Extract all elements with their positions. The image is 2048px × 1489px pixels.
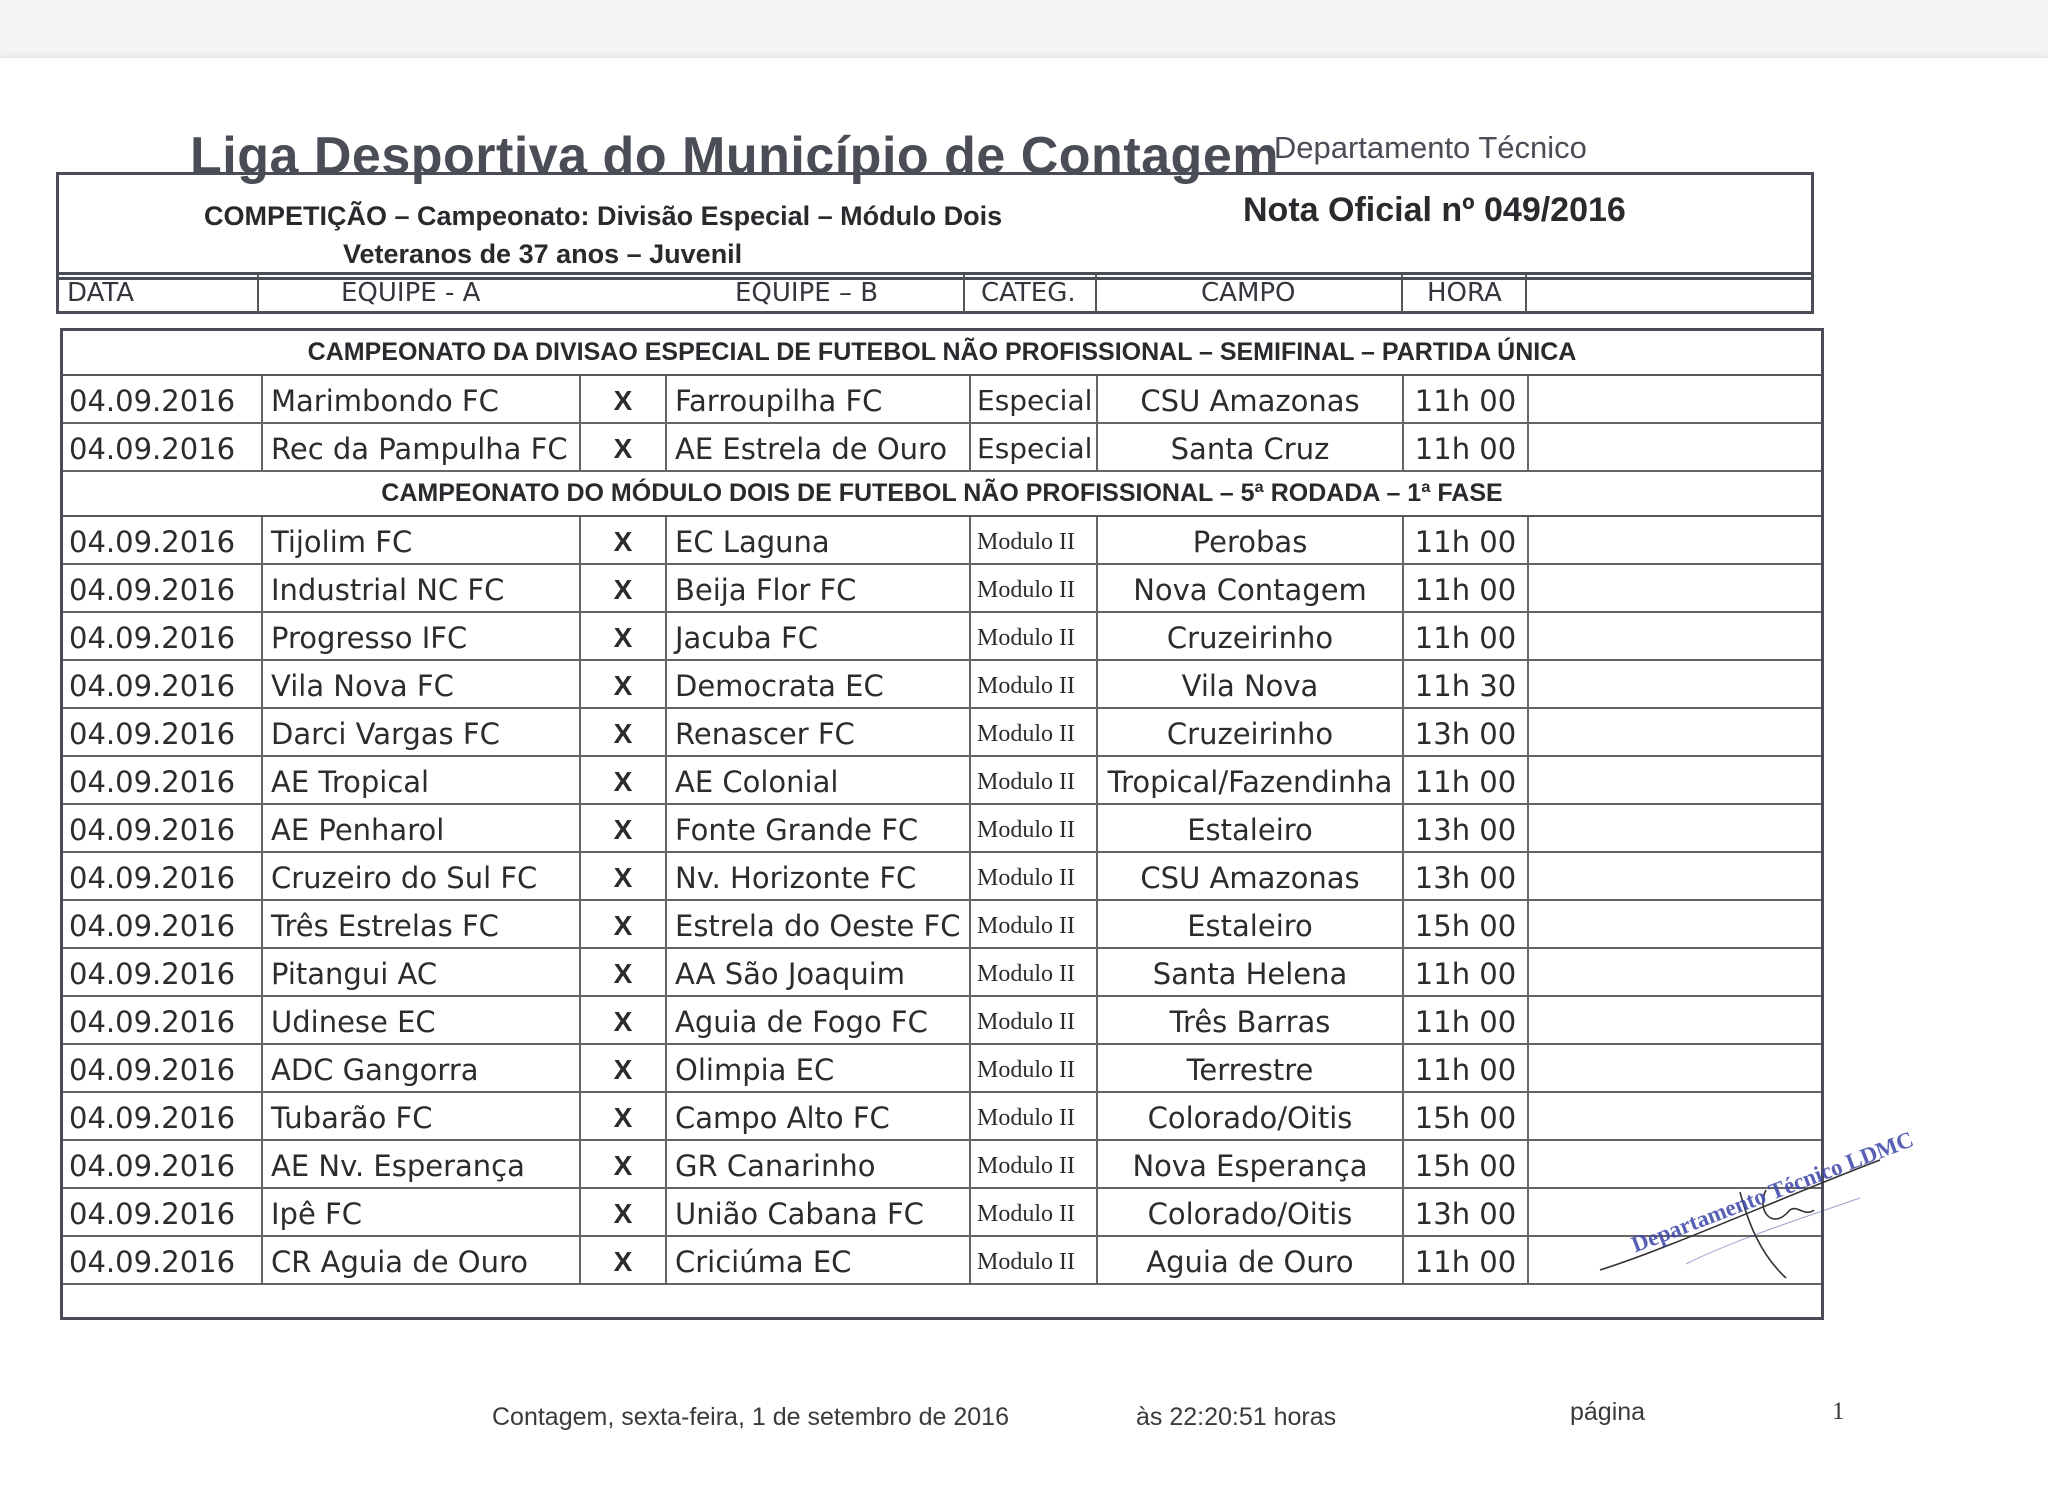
column-header-campo: CAMPO <box>1201 278 1296 308</box>
field: Estaleiro <box>1098 901 1404 947</box>
table-row <box>63 613 1821 661</box>
match-date: 04.09.2016 <box>63 901 263 947</box>
match-date: 04.09.2016 <box>63 1141 263 1187</box>
kickoff-time: 15h 00 <box>1404 901 1529 947</box>
versus-mark: X <box>581 757 667 803</box>
section-title: CAMPEONATO DA DIVISAO ESPECIAL DE FUTEBOL NÃO PROFISSIONAL – SEMIFINAL – PARTIDA ÚNICA <box>63 331 1821 376</box>
blank-cell <box>1529 565 1823 611</box>
category: Modulo II <box>971 613 1098 659</box>
blank-cell <box>1529 997 1823 1043</box>
blank-cell <box>1529 901 1823 947</box>
team-a: CR Aguia de Ouro <box>263 1237 581 1283</box>
table-row <box>63 901 1821 949</box>
field: Três Barras <box>1098 997 1404 1043</box>
kickoff-time: 13h 00 <box>1404 853 1529 899</box>
category: Modulo II <box>971 517 1098 563</box>
versus-mark: X <box>581 376 667 422</box>
match-date: 04.09.2016 <box>63 517 263 563</box>
blank-cell <box>1529 517 1823 563</box>
field: Santa Helena <box>1098 949 1404 995</box>
kickoff-time: 11h 00 <box>1404 997 1529 1043</box>
competition-line-2: Veteranos de 37 anos – Juvenil <box>343 239 743 269</box>
category: Modulo II <box>971 1045 1098 1091</box>
versus-mark: X <box>581 517 667 563</box>
blank-cell <box>1529 853 1823 899</box>
category: Modulo II <box>971 1237 1098 1283</box>
column-header-categ: CATEG. <box>981 278 1076 308</box>
team-a: Progresso IFC <box>263 613 581 659</box>
team-b: Nv. Horizonte FC <box>667 853 971 899</box>
versus-mark: X <box>581 661 667 707</box>
kickoff-time: 13h 00 <box>1404 709 1529 755</box>
department-stamp-text: Departamento Técnico LDMC <box>1628 1126 1917 1258</box>
table-row <box>63 1237 1821 1285</box>
column-separator <box>1095 275 1097 311</box>
section-title: CAMPEONATO DO MÓDULO DOIS DE FUTEBOL NÃO PROFISSIONAL – 5ª RODADA – 1ª FASE <box>63 472 1821 517</box>
team-b: União Cabana FC <box>667 1189 971 1235</box>
team-a: Pitangui AC <box>263 949 581 995</box>
official-note-number: Nota Oficial nº 049/2016 <box>1243 191 1626 229</box>
column-separator <box>1401 275 1403 311</box>
versus-mark: X <box>581 1237 667 1283</box>
table-row <box>63 1189 1821 1237</box>
table-row <box>63 853 1821 901</box>
category: Modulo II <box>971 853 1098 899</box>
category: Especial <box>971 424 1098 470</box>
category: Modulo II <box>971 901 1098 947</box>
team-b: Olimpia EC <box>667 1045 971 1091</box>
match-date: 04.09.2016 <box>63 1237 263 1283</box>
team-b: Estrela do Oeste FC <box>667 901 971 947</box>
team-a: Tubarão FC <box>263 1093 581 1139</box>
match-date: 04.09.2016 <box>63 853 263 899</box>
kickoff-time: 13h 00 <box>1404 805 1529 851</box>
column-separator <box>257 275 259 311</box>
team-b: Aguia de Fogo FC <box>667 997 971 1043</box>
match-date: 04.09.2016 <box>63 949 263 995</box>
footer-page-number: 1 <box>1832 1398 1845 1425</box>
team-b: AE Estrela de Ouro <box>667 424 971 470</box>
team-b: Democrata EC <box>667 661 971 707</box>
match-date: 04.09.2016 <box>63 805 263 851</box>
match-date: 04.09.2016 <box>63 997 263 1043</box>
versus-mark: X <box>581 1093 667 1139</box>
category: Modulo II <box>971 997 1098 1043</box>
blank-cell <box>1529 1045 1823 1091</box>
table-row <box>63 997 1821 1045</box>
field: Vila Nova <box>1098 661 1404 707</box>
match-date: 04.09.2016 <box>63 613 263 659</box>
versus-mark: X <box>581 1045 667 1091</box>
table-row <box>63 805 1821 853</box>
kickoff-time: 11h 00 <box>1404 949 1529 995</box>
footer-time: às 22:20:51 horas <box>1136 1403 1337 1431</box>
team-b: Jacuba FC <box>667 613 971 659</box>
versus-mark: X <box>581 1189 667 1235</box>
footer-place-date: Contagem, sexta-feira, 1 de setembro de 2016 <box>492 1403 1009 1431</box>
kickoff-time: 13h 00 <box>1404 1189 1529 1235</box>
team-a: AE Nv. Esperança <box>263 1141 581 1187</box>
team-b: GR Canarinho <box>667 1141 971 1187</box>
category: Modulo II <box>971 661 1098 707</box>
kickoff-time: 11h 00 <box>1404 613 1529 659</box>
versus-mark: X <box>581 997 667 1043</box>
team-b: Campo Alto FC <box>667 1093 971 1139</box>
field: Cruzeirinho <box>1098 709 1404 755</box>
field: Tropical/Fazendinha <box>1098 757 1404 803</box>
column-separator <box>963 275 965 311</box>
category: Modulo II <box>971 805 1098 851</box>
match-date: 04.09.2016 <box>63 661 263 707</box>
blank-cell <box>1529 376 1823 422</box>
blank-cell <box>1529 949 1823 995</box>
field: Terrestre <box>1098 1045 1404 1091</box>
team-a: Udinese EC <box>263 997 581 1043</box>
versus-mark: X <box>581 709 667 755</box>
versus-mark: X <box>581 613 667 659</box>
match-date: 04.09.2016 <box>63 1189 263 1235</box>
match-date: 04.09.2016 <box>63 424 263 470</box>
team-b: AE Colonial <box>667 757 971 803</box>
field: CSU Amazonas <box>1098 853 1404 899</box>
team-b: Renascer FC <box>667 709 971 755</box>
match-date: 04.09.2016 <box>63 757 263 803</box>
table-row <box>63 1045 1821 1093</box>
table-row <box>63 565 1821 613</box>
kickoff-time: 11h 00 <box>1404 424 1529 470</box>
category: Modulo II <box>971 757 1098 803</box>
kickoff-time: 11h 30 <box>1404 661 1529 707</box>
league-title: Liga Desportiva do Município de Contagem <box>190 127 1279 185</box>
department-label: – Departamento Técnico <box>1248 130 1587 165</box>
field: Nova Esperança <box>1098 1141 1404 1187</box>
team-a: Três Estrelas FC <box>263 901 581 947</box>
versus-mark: X <box>581 853 667 899</box>
table-row <box>63 1141 1821 1189</box>
blank-cell <box>1529 1093 1823 1139</box>
team-a: Cruzeiro do Sul FC <box>263 853 581 899</box>
competition-line-1: COMPETIÇÃO – Campeonato: Divisão Especial – Módulo Dois <box>204 201 1003 231</box>
category: Modulo II <box>971 1141 1098 1187</box>
footer-page-label: página <box>1570 1398 1646 1426</box>
team-a: Marimbondo FC <box>263 376 581 422</box>
versus-mark: X <box>581 1141 667 1187</box>
kickoff-time: 15h 00 <box>1404 1141 1529 1187</box>
blank-cell <box>1529 661 1823 707</box>
match-date: 04.09.2016 <box>63 1045 263 1091</box>
field: Aguia de Ouro <box>1098 1237 1404 1283</box>
column-header-data: DATA <box>67 278 134 308</box>
category: Especial <box>971 376 1098 422</box>
match-date: 04.09.2016 <box>63 709 263 755</box>
category: Modulo II <box>971 709 1098 755</box>
table-row <box>63 1093 1821 1141</box>
category: Modulo II <box>971 1189 1098 1235</box>
table-row <box>63 376 1821 424</box>
team-b: EC Laguna <box>667 517 971 563</box>
team-a: Vila Nova FC <box>263 661 581 707</box>
team-a: AE Tropical <box>263 757 581 803</box>
field: Estaleiro <box>1098 805 1404 851</box>
team-b: Farroupilha FC <box>667 376 971 422</box>
versus-mark: X <box>581 565 667 611</box>
team-a: AE Penharol <box>263 805 581 851</box>
team-a: Tijolim FC <box>263 517 581 563</box>
blank-cell <box>1529 805 1823 851</box>
team-b: Fonte Grande FC <box>667 805 971 851</box>
field: Colorado/Oitis <box>1098 1189 1404 1235</box>
kickoff-time: 15h 00 <box>1404 1093 1529 1139</box>
field: Cruzeirinho <box>1098 613 1404 659</box>
category: Modulo II <box>971 565 1098 611</box>
fixtures-table <box>60 328 1824 1320</box>
team-b: Criciúma EC <box>667 1237 971 1283</box>
kickoff-time: 11h 00 <box>1404 565 1529 611</box>
match-date: 04.09.2016 <box>63 1093 263 1139</box>
field: Nova Contagem <box>1098 565 1404 611</box>
field: CSU Amazonas <box>1098 376 1404 422</box>
team-b: AA São Joaquim <box>667 949 971 995</box>
category: Modulo II <box>971 1093 1098 1139</box>
competition-box <box>56 172 1814 280</box>
team-b: Beija Flor FC <box>667 565 971 611</box>
team-a: Ipê FC <box>263 1189 581 1235</box>
versus-mark: X <box>581 901 667 947</box>
table-row <box>63 709 1821 757</box>
table-row <box>63 949 1821 997</box>
field: Santa Cruz <box>1098 424 1404 470</box>
field: Perobas <box>1098 517 1404 563</box>
table-row <box>63 517 1821 565</box>
table-row <box>63 661 1821 709</box>
match-date: 04.09.2016 <box>63 565 263 611</box>
versus-mark: X <box>581 805 667 851</box>
blank-cell <box>1529 424 1823 470</box>
table-row <box>63 757 1821 805</box>
blank-cell <box>1529 709 1823 755</box>
blank-cell <box>1529 757 1823 803</box>
team-a: Darci Vargas FC <box>263 709 581 755</box>
team-a: Industrial NC FC <box>263 565 581 611</box>
table-row <box>63 424 1821 472</box>
versus-mark: X <box>581 949 667 995</box>
kickoff-time: 11h 00 <box>1404 1237 1529 1283</box>
kickoff-time: 11h 00 <box>1404 517 1529 563</box>
field: Colorado/Oitis <box>1098 1093 1404 1139</box>
column-header-hora: HORA <box>1427 278 1502 308</box>
column-separator <box>1525 275 1527 311</box>
team-a: Rec da Pampulha FC <box>263 424 581 470</box>
category: Modulo II <box>971 949 1098 995</box>
column-header-equipe-b: EQUIPE – B <box>735 278 879 308</box>
match-date: 04.09.2016 <box>63 376 263 422</box>
kickoff-time: 11h 00 <box>1404 757 1529 803</box>
blank-cell <box>1529 613 1823 659</box>
kickoff-time: 11h 00 <box>1404 376 1529 422</box>
team-a: ADC Gangorra <box>263 1045 581 1091</box>
versus-mark: X <box>581 424 667 470</box>
column-header-equipe-a: EQUIPE - A <box>341 278 481 308</box>
kickoff-time: 11h 00 <box>1404 1045 1529 1091</box>
column-header-row <box>56 272 1814 314</box>
